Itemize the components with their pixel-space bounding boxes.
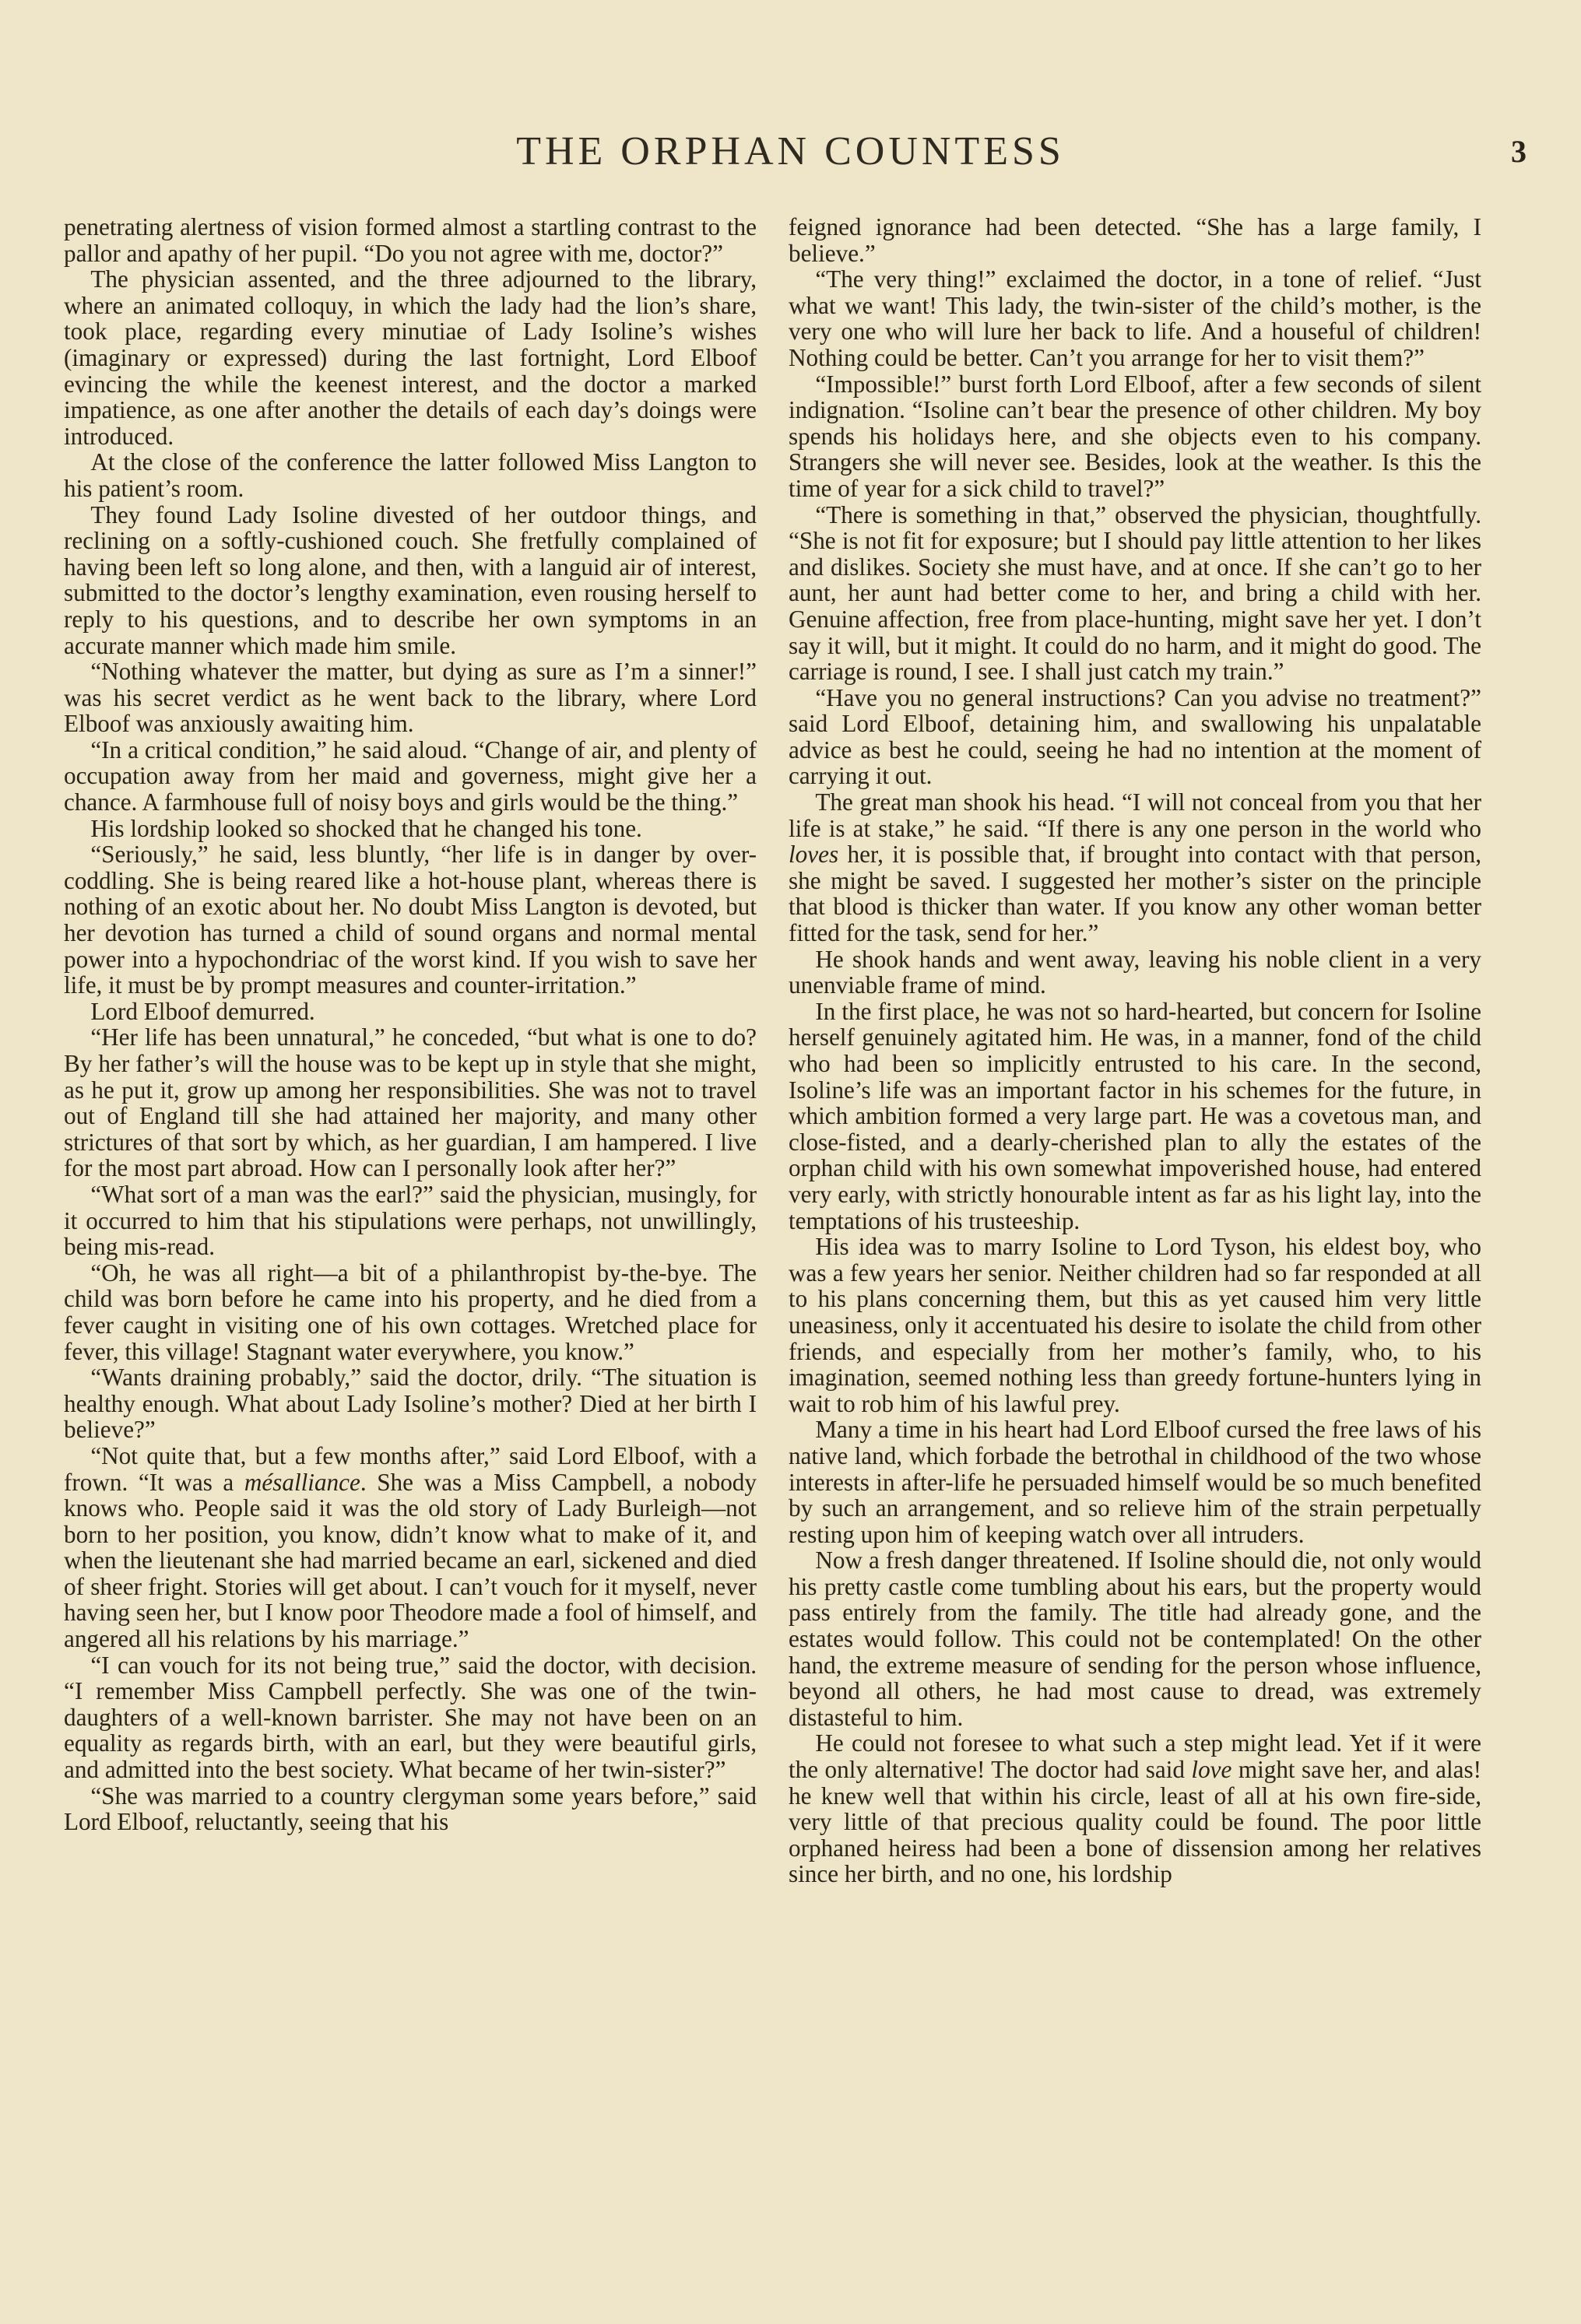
paragraph-mixed <box>789 789 1481 946</box>
paragraph: “Oh, he was all right—a bit of a philanthropist by-the-bye. The child was born before he came into his property, and he died from a fever caught in visiting one of his own cottages. Wretched place for fever, this village! Stagnant water everywhere, you know.” <box>64 1259 757 1365</box>
text-run: He could not foresee to what such a step might lead. Yet if it were the only alternative! The doctor had said <box>789 1729 1481 1784</box>
running-title: THE ORPHAN COUNTESS <box>516 129 1065 174</box>
paragraph: “I can vouch for its not being true,” said the doctor, with decision. “I remember Miss Campbell perfectly. She was one of the twin-daughters of a well-known barrister. She may not have been on an equality as regards birth, with an earl, but they were beautiful girls, and admitted into the best society. What became of her twin-sister?” <box>64 1651 757 1784</box>
text-run: might save her, and alas! he knew well that within his circle, least of all at his own fire-side, very little of that precious quality could be found. The poor little orphaned heiress had been a bone of dissension among her relatives since her birth, and no one, his lordship <box>789 1756 1482 1888</box>
italic-word: mésalliance <box>244 1468 360 1496</box>
paragraph: feigned ignorance had been detected. “She has a large family, I believe.” <box>789 213 1481 267</box>
text-run: . She was a Miss Campbell, a nobody knows who. People said it was the old story of Lady Burleigh—not born to her position, you know, didn’t know what to make of it, and when the lieutenant she had married became an earl, sickened and died of sheer fright. Stories will get about. I can’t vouch for it myself, never having seen her, but I know poor Theodore made a fool of himself, and angered all his relations by his marriage.” <box>64 1468 757 1653</box>
paragraph: “In a critical condition,” he said aloud. “Change of air, and plenty of occupation away from her maid and governess, might give her a chance. A farmhouse full of noisy boys and girls would be the thing.” <box>64 735 757 816</box>
left-column <box>64 214 757 1835</box>
paragraph: His lordship looked so shocked that he changed his tone. <box>90 814 642 842</box>
paragraph: They found Lady Isoline divested of her outdoor things, and reclining on a softly-cushioned couch. She fretfully complained of having been left so long alone, and then, with a languid air of interest, submitted to the doctor’s lengthy examination, even rousing herself to reply to his questions, and to describe her own symptoms in an accurate manner which made him smile. <box>64 500 757 659</box>
paragraph: “Have you no general instructions? Can you advise no treatment?” said Lord Elboof, detaining him, and swallowing his unpalatable advice as best he could, seeing he had no intention at the moment of carrying it out. <box>789 683 1481 790</box>
right-column <box>789 214 1481 1887</box>
text-run: The great man shook his head. “I will not conceal from you that her life is at stake,” he said. “If there is any one person in the world who <box>789 788 1481 842</box>
paragraph: “The very thing!” exclaimed the doctor, in a tone of relief. “Just what we want! This lady, the twin-sister of the child’s mother, is the very one who will lure her back to life. And a houseful of children! Nothing could be better. Can’t you arrange for her to visit them?” <box>789 265 1481 371</box>
paragraph: penetrating alertness of vision formed almost a startling contrast to the pallor and apathy of her pupil. “Do you not agree with me, doctor?” <box>64 213 757 267</box>
paragraph: “There is something in that,” observed the physician, thoughtfully. “She is not fit for exposure; but I should pay little attention to her likes and dislikes. Society she must have, and at once. If she can’t go to her aunt, her aunt had better come to her, and bring a child with her. Genuine affection, free from place-hunting, might save her yet. I don’t say it will, but it might. It could do no harm, and it might do good. The carriage is round, I see. I shall just catch my train.” <box>789 500 1481 686</box>
paragraph-mixed <box>789 1730 1481 1887</box>
paragraph-mixed <box>64 1443 757 1652</box>
paragraph: “What sort of a man was the earl?” said the physician, musingly, for it occurred to him that his stipulations were perhaps, not unwillingly, being mis-read. <box>64 1180 757 1261</box>
paragraph: At the close of the conference the latter followed Miss Langton to his patient’s room. <box>64 448 757 502</box>
paragraph: The physician assented, and the three adjourned to the library, where an animated colloquy, in which the lady had the lion’s share, took place, regarding every minutiae of Lady Isoline’s wishes (imaginary or expressed) during the last fortnight, Lord Elboof evincing the while the keenest interest, and the doctor a marked impatience, as one after another the details of each day’s doings were introduced. <box>64 265 757 450</box>
paragraph: “Wants draining probably,” said the doctor, drily. “The situation is healthy enough. What about Lady Isoline’s mother? Died at her birth I believe?” <box>64 1364 757 1444</box>
paragraph: “Nothing whatever the matter, but dying as sure as I’m a sinner!” was his secret verdict as he went back to the library, where Lord Elboof was anxiously awaiting him. <box>64 658 757 738</box>
paragraph: In the first place, he was not so hard-hearted, but concern for Isoline herself genuinely agitated him. He was, in a manner, fond of the child who had been so implicitly entrusted to his care. In the second, Isoline’s life was an important factor in his schemes for the future, in which ambition formed a very large part. He was a covetous man, and close-fisted, and a dearly-cherished plan to ally the estates of the orphan child with his own somewhat impoverished house, had entered very early, with strictly honourable intent as far as his light lay, into the temptations of his trusteeship. <box>789 997 1481 1234</box>
paragraph: “Seriously,” he said, less bluntly, “her life is in danger by over-coddling. She is being reared like a hot-house plant, whereas there is nothing of an exotic about her. No doubt Miss Langton is devoted, but her devotion has turned a child of sound organs and normal mental power into a hypochondriac of the worst kind. If you wish to save her life, it must be by prompt measures and counter-irritation.” <box>64 841 757 999</box>
running-header <box>0 128 1581 183</box>
paragraph: He shook hands and went away, leaving his noble client in a very unenviable frame of mind. <box>789 945 1481 999</box>
italic-word: love <box>1191 1756 1232 1784</box>
paragraph: His idea was to marry Isoline to Lord Tyson, his eldest boy, who was a few years her senior. Neither children had so far responded at all to his plans concerning them, but this as yet caused him very little uneasiness, only it accentuated his desire to isolate the child from other friends, and especially from her mother’s family, who, to his imagination, seemed nothing less than greedy fortune-hunters lying in wait to rob him of his lawful prey. <box>789 1233 1481 1417</box>
italic-word: loves <box>789 841 839 869</box>
page-number: 3 <box>1511 134 1527 169</box>
text-run: “Not quite that, but a few months after,” said Lord Elboof, with a frown. “It was a <box>64 1441 757 1496</box>
paragraph: “Her life has been unnatural,” he conceded, “but what is one to do? By her father’s will the house was to be kept up in style that she might, as he put it, grow up among her responsibilities. She was not to travel out of England till she had attained her majority, and many other strictures of that sort by which, as her guardian, I am hampered. I live for the most part abroad. How can I personally look after her?” <box>64 1023 757 1182</box>
paragraph: Lord Elboof demurred. <box>90 997 315 1025</box>
paragraph: Many a time in his heart had Lord Elboof cursed the free laws of his native land, which forbade the betrothal in childhood of the two whose interests in after-life he persuaded himself would be so much benefited by such an arrangement, and so relieve him of the strain perpetually resting upon him of keeping watch over all intruders. <box>789 1416 1481 1548</box>
text-run: her, it is possible that, if brought into contact with that person, she might be saved. I suggested her mother’s sister on the principle that blood is thicker than water. If you know any other woman better fitted for the task, send for her.” <box>789 841 1481 947</box>
paragraph: “She was married to a country clergyman some years before,” said Lord Elboof, reluctantly, seeing that his <box>64 1782 757 1836</box>
paragraph: “Impossible!” burst forth Lord Elboof, after a few seconds of silent indignation. “Isoline can’t bear the presence of other children. My boy spends his holidays here, and she objects even to his company. Strangers she will never see. Besides, look at the weather. Is this the time of year for a sick child to travel?” <box>789 370 1481 502</box>
paragraph: Now a fresh danger threatened. If Isoline should die, not only would his pretty castle come tumbling about his ears, but the property would pass entirely from the family. The title had already gone, and the estates would follow. This could not be contemplated! On the other hand, the extreme measure of sending for the person whose influence, beyond all others, he had most cause to dread, was extremely distasteful to him. <box>789 1546 1481 1731</box>
